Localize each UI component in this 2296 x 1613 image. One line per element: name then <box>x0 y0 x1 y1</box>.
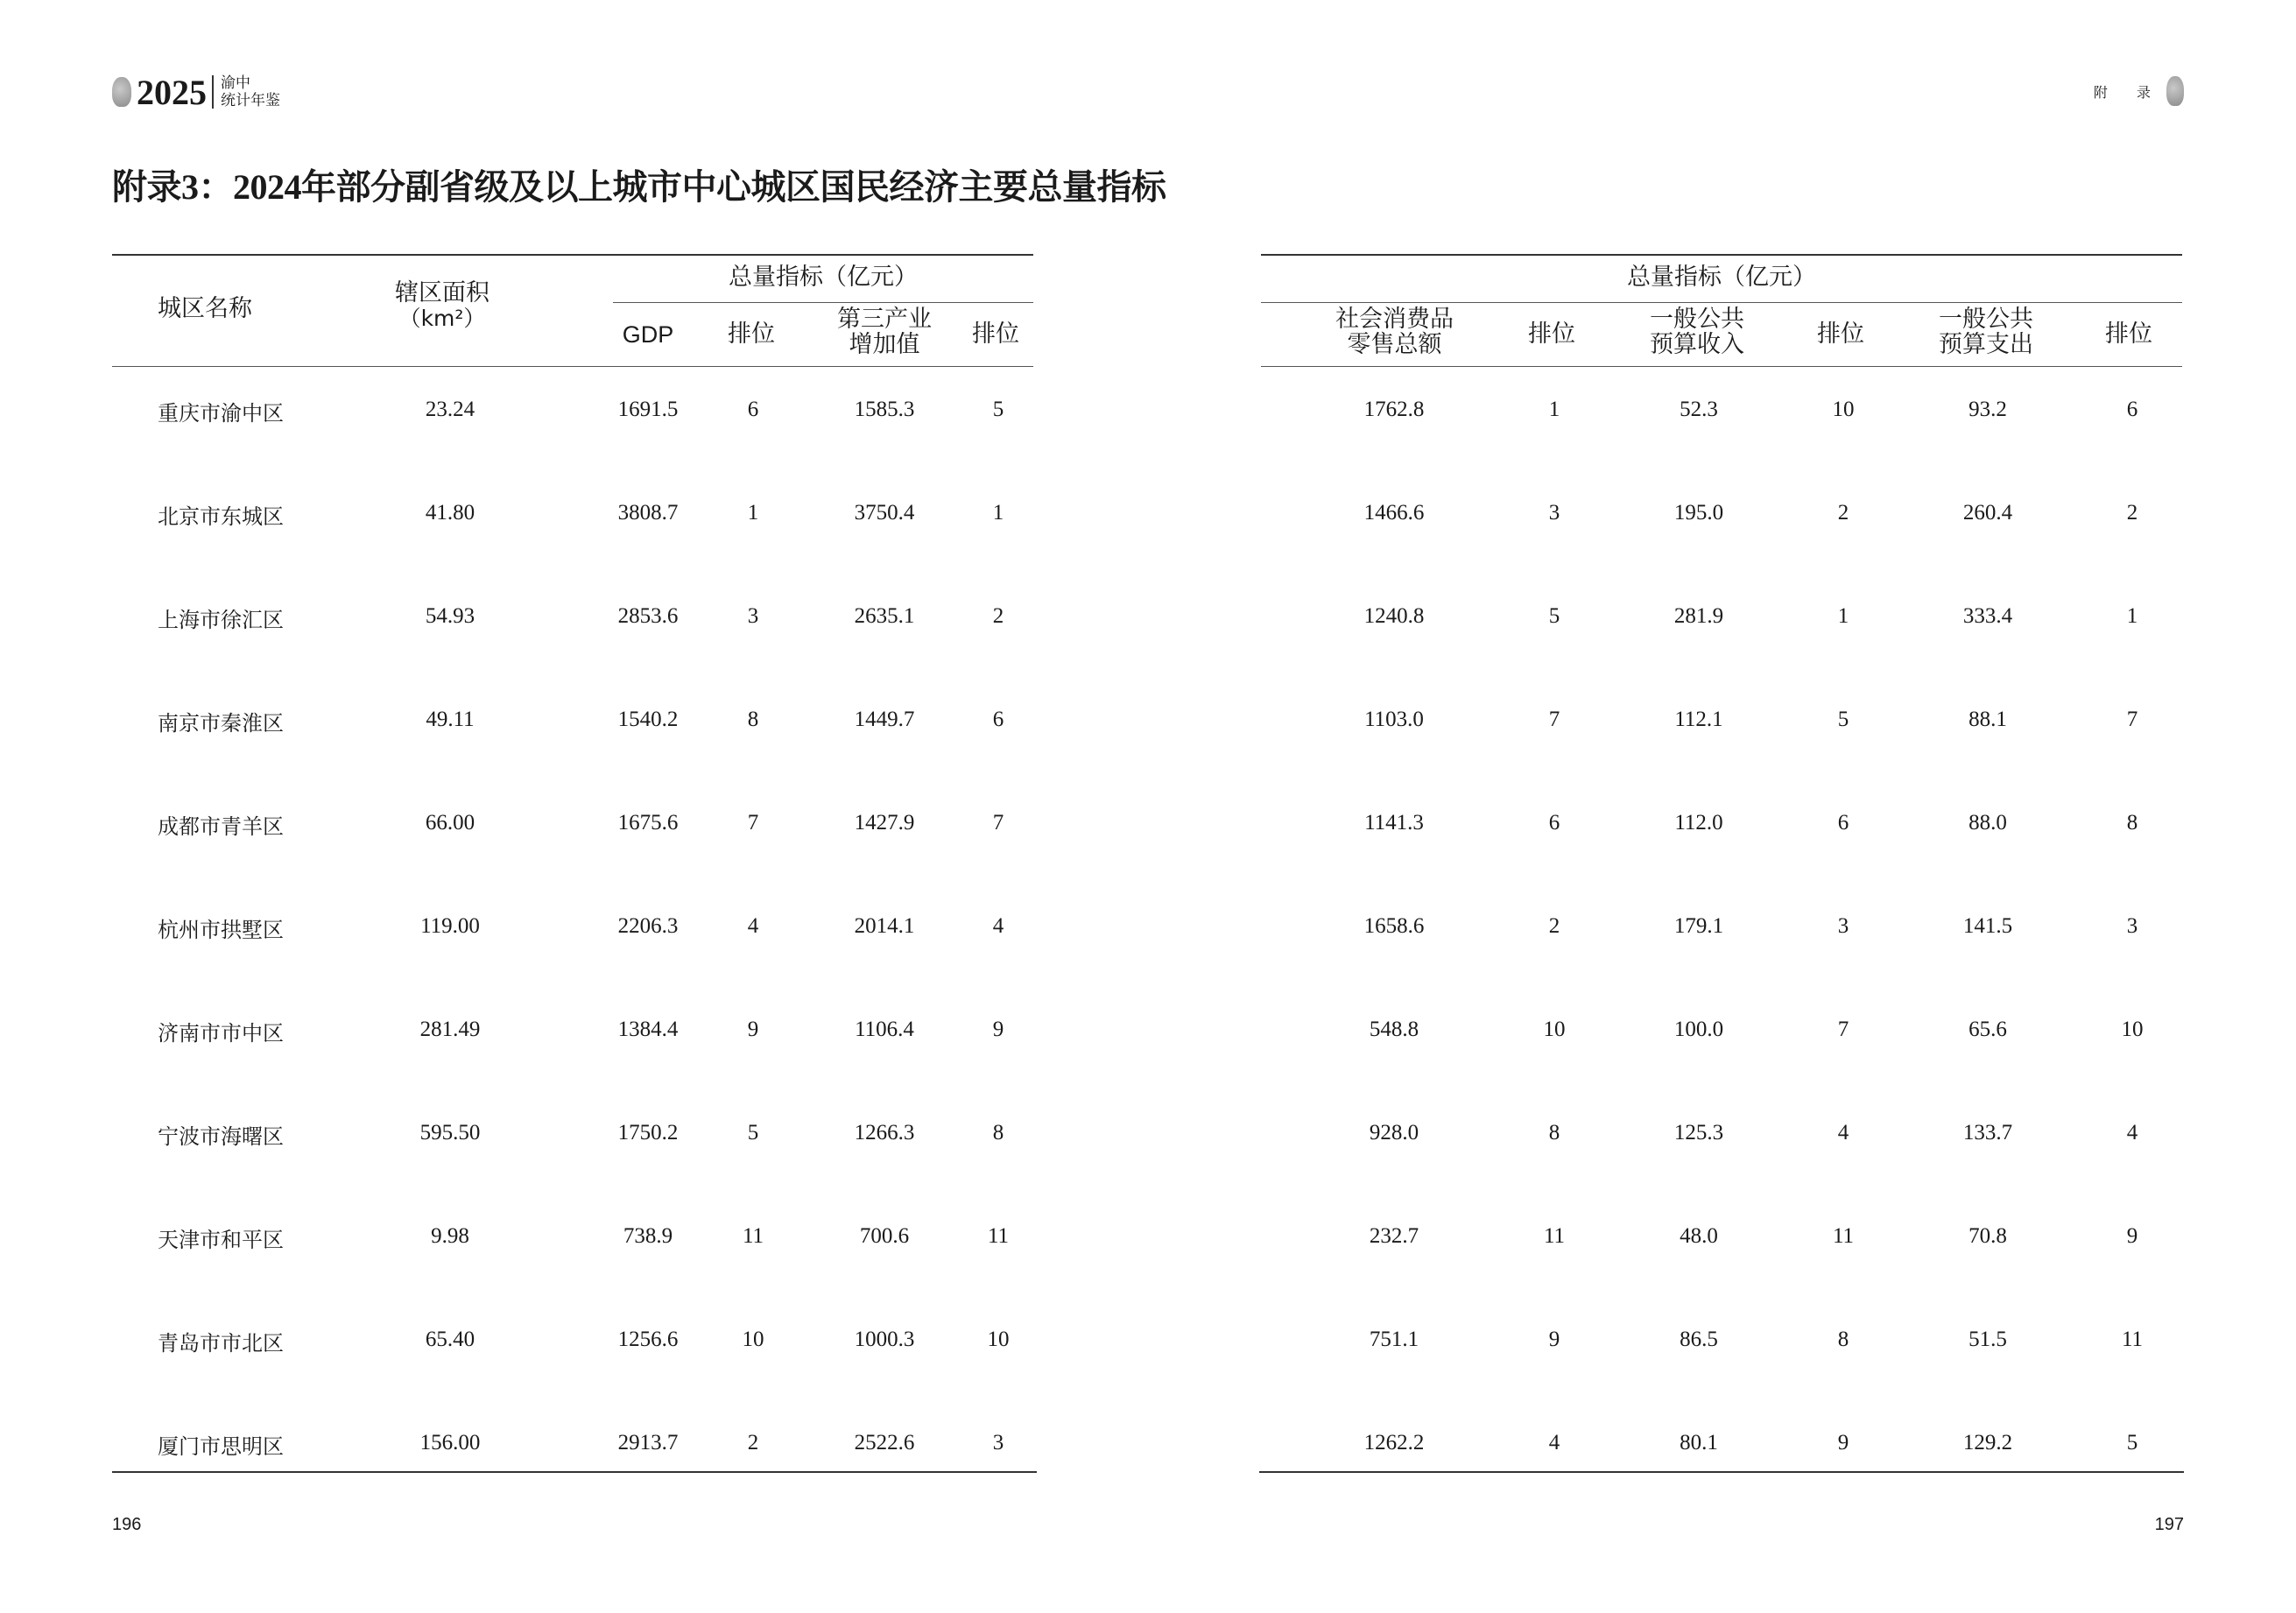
cell-tertiary: 3750.4 <box>854 501 915 525</box>
emblem-icon <box>112 77 131 107</box>
header-bottom-rule <box>1261 366 2182 367</box>
table-bottom-rule <box>1259 1471 2184 1473</box>
cell-gdp-rank: 9 <box>747 1018 759 1041</box>
cell-gdp: 1384.4 <box>617 1018 679 1041</box>
cell-retail-rank: 5 <box>1548 604 1560 628</box>
col-header-rank: 排位 <box>2105 320 2152 348</box>
cell-area: 595.50 <box>419 1121 481 1145</box>
cell-retail-rank: 10 <box>1543 1018 1566 1041</box>
cell-retail: 928.0 <box>1369 1121 1419 1145</box>
cell-revenue: 281.9 <box>1673 604 1724 628</box>
cell-gdp-rank: 6 <box>747 398 759 421</box>
cell-district-name: 北京市东城区 <box>158 504 284 529</box>
running-header-right <box>2094 74 2184 109</box>
cell-expend-rank: 10 <box>2121 1018 2144 1041</box>
col-header-rank: 排位 <box>728 320 775 348</box>
cell-area: 9.98 <box>431 1224 469 1248</box>
section-label: 附 录 <box>2093 83 2163 101</box>
col-header-name: 城区名称 <box>158 295 252 322</box>
header-divider <box>212 75 214 109</box>
cell-revenue: 112.0 <box>1674 811 1723 835</box>
cell-district-name: 杭州市拱墅区 <box>158 918 284 942</box>
cell-gdp: 1691.5 <box>617 398 679 421</box>
cell-area: 119.00 <box>420 914 480 938</box>
cell-tertiary: 1427.9 <box>854 811 915 835</box>
group-header-rule <box>613 302 1033 303</box>
cell-expend: 70.8 <box>1969 1224 2007 1248</box>
yearbook-name: 渝中 统计年鉴 <box>221 74 280 109</box>
cell-expend-rank: 1 <box>2126 604 2138 628</box>
cell-retail-rank: 8 <box>1548 1121 1560 1145</box>
cell-gdp: 3808.7 <box>617 501 679 525</box>
cell-retail-rank: 1 <box>1548 398 1560 421</box>
cell-gdp-rank: 5 <box>747 1121 759 1145</box>
cell-gdp: 1256.6 <box>617 1328 679 1351</box>
col-header-expend: 一般公共 预算支出 <box>1939 306 2033 358</box>
cell-tertiary: 2522.6 <box>854 1431 915 1455</box>
cell-gdp-rank: 11 <box>742 1224 764 1248</box>
cell-retail-rank: 9 <box>1548 1328 1560 1351</box>
cell-retail: 548.8 <box>1369 1018 1419 1041</box>
cell-revenue-rank: 3 <box>1837 914 1849 938</box>
cell-retail: 1658.6 <box>1363 914 1425 938</box>
cell-area: 281.49 <box>419 1018 481 1041</box>
cell-gdp-rank: 7 <box>747 811 759 835</box>
running-header-left <box>112 70 280 114</box>
cell-district-name: 成都市青羊区 <box>158 814 284 839</box>
cell-expend: 65.6 <box>1969 1018 2007 1041</box>
cell-expend: 141.5 <box>1962 914 2013 938</box>
cell-area: 156.00 <box>419 1431 481 1455</box>
cell-tertiary-rank: 3 <box>992 1431 1004 1455</box>
cell-expend: 88.1 <box>1969 708 2007 731</box>
cell-district-name: 宁波市海曙区 <box>158 1124 284 1149</box>
cell-gdp-rank: 4 <box>747 914 759 938</box>
cell-revenue: 112.1 <box>1674 708 1723 731</box>
table-top-rule <box>112 254 1033 256</box>
cell-revenue: 179.1 <box>1673 914 1724 938</box>
cell-tertiary: 1266.3 <box>854 1121 915 1145</box>
cell-gdp: 738.9 <box>623 1224 673 1248</box>
cell-revenue-rank: 8 <box>1837 1328 1849 1351</box>
cell-retail: 751.1 <box>1369 1328 1419 1351</box>
header-bottom-rule <box>112 366 1033 367</box>
cell-revenue-rank: 10 <box>1832 398 1855 421</box>
cell-tertiary-rank: 5 <box>992 398 1004 421</box>
cell-tertiary: 1585.3 <box>854 398 915 421</box>
col-header-retail: 社会消费品 零售总额 <box>1335 306 1454 358</box>
cell-expend: 129.2 <box>1962 1431 2013 1455</box>
cell-revenue-rank: 4 <box>1837 1121 1849 1145</box>
cell-expend: 333.4 <box>1962 604 2013 628</box>
cell-gdp-rank: 10 <box>742 1328 764 1351</box>
cell-retail-rank: 4 <box>1548 1431 1560 1455</box>
col-header-rank: 排位 <box>1817 320 1864 348</box>
col-header-revenue: 一般公共 预算收入 <box>1650 306 1744 358</box>
cell-tertiary: 1106.4 <box>855 1018 914 1041</box>
cell-area: 66.00 <box>425 811 475 835</box>
col-header-area: 辖区面积 （km²） <box>395 279 489 331</box>
cell-retail-rank: 7 <box>1548 708 1560 731</box>
cell-expend: 260.4 <box>1962 501 2013 525</box>
cell-district-name: 重庆市渝中区 <box>158 401 284 426</box>
cell-retail-rank: 3 <box>1548 501 1560 525</box>
cell-tertiary-rank: 2 <box>992 604 1004 628</box>
cell-retail: 1103.0 <box>1364 708 1424 731</box>
cell-expend-rank: 11 <box>2121 1328 2144 1351</box>
cell-gdp: 1675.6 <box>617 811 679 835</box>
cell-retail-rank: 2 <box>1548 914 1560 938</box>
cell-expend-rank: 4 <box>2126 1121 2138 1145</box>
cell-district-name: 天津市和平区 <box>158 1228 284 1252</box>
cell-expend-rank: 9 <box>2126 1224 2138 1248</box>
cell-district-name: 上海市徐汇区 <box>158 608 284 632</box>
cell-area: 23.24 <box>425 398 475 421</box>
cell-tertiary-rank: 11 <box>987 1224 1010 1248</box>
col-group-header: 总量指标（亿元） <box>1627 264 1816 291</box>
cell-expend-rank: 2 <box>2126 501 2138 525</box>
cell-tertiary: 700.6 <box>859 1224 910 1248</box>
cell-gdp: 2853.6 <box>617 604 679 628</box>
cell-tertiary-rank: 1 <box>992 501 1004 525</box>
cell-gdp-rank: 1 <box>747 501 759 525</box>
cell-retail: 1141.3 <box>1364 811 1424 835</box>
cell-tertiary-rank: 4 <box>992 914 1004 938</box>
page-title: 附录3：2024年部分副省级及以上城市中心城区国民经济主要总量指标 <box>112 167 1166 207</box>
cell-revenue-rank: 11 <box>1832 1224 1855 1248</box>
cell-area: 49.11 <box>426 708 475 731</box>
cell-retail-rank: 11 <box>1543 1224 1566 1248</box>
cell-expend: 93.2 <box>1969 398 2007 421</box>
cell-district-name: 南京市秦淮区 <box>158 711 284 736</box>
col-header-rank: 排位 <box>972 320 1019 348</box>
cell-revenue: 100.0 <box>1673 1018 1724 1041</box>
cell-revenue-rank: 1 <box>1837 604 1849 628</box>
cell-gdp-rank: 2 <box>747 1431 759 1455</box>
cell-revenue-rank: 7 <box>1837 1018 1849 1041</box>
cell-area: 65.40 <box>425 1328 475 1351</box>
cell-retail: 1240.8 <box>1363 604 1425 628</box>
cell-expend-rank: 7 <box>2126 708 2138 731</box>
page-number-left: 196 <box>112 1515 142 1534</box>
col-header-gdp: GDP <box>622 321 674 348</box>
cell-retail: 1262.2 <box>1363 1431 1425 1455</box>
cell-revenue: 80.1 <box>1680 1431 1718 1455</box>
cell-tertiary: 1000.3 <box>854 1328 915 1351</box>
cell-revenue: 86.5 <box>1680 1328 1718 1351</box>
cell-retail: 232.7 <box>1369 1224 1419 1248</box>
col-header-tertiary: 第三产业 增加值 <box>837 306 932 358</box>
cell-revenue-rank: 5 <box>1837 708 1849 731</box>
table-bottom-rule <box>112 1471 1037 1473</box>
cell-retail: 1466.6 <box>1363 501 1425 525</box>
cell-gdp-rank: 8 <box>747 708 759 731</box>
cell-revenue-rank: 9 <box>1837 1431 1849 1455</box>
group-header-rule <box>1261 302 2182 303</box>
cell-tertiary-rank: 10 <box>987 1328 1010 1351</box>
cell-area: 54.93 <box>425 604 475 628</box>
cell-revenue-rank: 6 <box>1837 811 1849 835</box>
cell-tertiary: 2014.1 <box>854 914 915 938</box>
cell-revenue: 48.0 <box>1680 1224 1718 1248</box>
cell-district-name: 厦门市思明区 <box>158 1434 284 1459</box>
col-header-rank: 排位 <box>1528 320 1575 348</box>
cell-expend-rank: 6 <box>2126 398 2138 421</box>
cell-revenue: 52.3 <box>1680 398 1718 421</box>
cell-area: 41.80 <box>425 501 475 525</box>
cell-expend: 51.5 <box>1969 1328 2007 1351</box>
cell-gdp: 1540.2 <box>617 708 679 731</box>
cell-district-name: 青岛市市北区 <box>158 1331 284 1356</box>
cell-gdp: 2913.7 <box>617 1431 679 1455</box>
cell-district-name: 济南市市中区 <box>158 1021 284 1046</box>
cell-gdp: 2206.3 <box>617 914 679 938</box>
cell-expend-rank: 8 <box>2126 811 2138 835</box>
cell-gdp: 1750.2 <box>617 1121 679 1145</box>
yearbook-year: 2025 <box>137 72 207 112</box>
cell-revenue-rank: 2 <box>1837 501 1849 525</box>
cell-gdp-rank: 3 <box>747 604 759 628</box>
cell-tertiary-rank: 8 <box>992 1121 1004 1145</box>
col-group-header: 总量指标（亿元） <box>729 264 918 291</box>
cell-expend-rank: 3 <box>2126 914 2138 938</box>
cell-revenue: 195.0 <box>1673 501 1724 525</box>
cell-tertiary: 2635.1 <box>854 604 915 628</box>
table-top-rule <box>1261 254 2182 256</box>
cell-retail-rank: 6 <box>1548 811 1560 835</box>
cell-tertiary-rank: 6 <box>992 708 1004 731</box>
cell-expend: 133.7 <box>1962 1121 2013 1145</box>
cell-expend-rank: 5 <box>2126 1431 2138 1455</box>
emblem-icon <box>2166 76 2184 106</box>
cell-revenue: 125.3 <box>1673 1121 1724 1145</box>
cell-expend: 88.0 <box>1969 811 2007 835</box>
cell-tertiary-rank: 9 <box>992 1018 1004 1041</box>
cell-retail: 1762.8 <box>1363 398 1425 421</box>
cell-tertiary: 1449.7 <box>854 708 915 731</box>
cell-tertiary-rank: 7 <box>992 811 1004 835</box>
page-number-right: 197 <box>2154 1515 2184 1534</box>
